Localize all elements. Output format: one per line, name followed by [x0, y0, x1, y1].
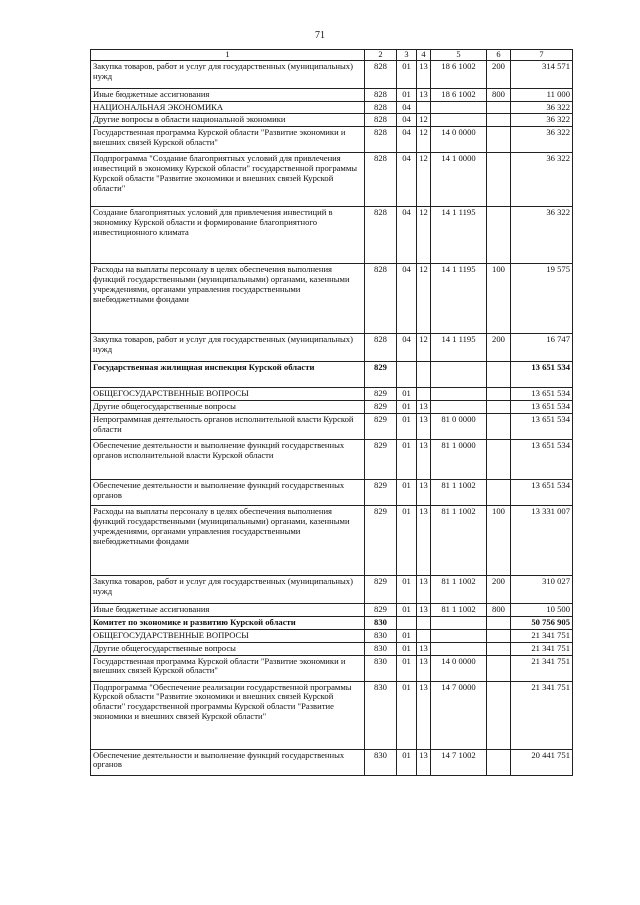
cell-name: ОБЩЕГОСУДАРСТВЕННЫЕ ВОПРОСЫ — [91, 388, 365, 401]
cell-col-7: 13 651 534 — [511, 414, 573, 440]
cell-col-5: 18 6 1002 — [431, 88, 487, 101]
table-row — [91, 60, 573, 88]
budget-table — [90, 49, 573, 776]
table-row — [91, 114, 573, 127]
cell-col-4: 13 — [417, 414, 431, 440]
cell-name: Иные бюджетные ассигнования — [91, 88, 365, 101]
header-row — [91, 50, 573, 61]
table-row — [91, 749, 573, 775]
cell-col-3: 04 — [397, 207, 417, 264]
cell-col-7: 13 651 534 — [511, 440, 573, 480]
cell-col-7: 50 756 905 — [511, 616, 573, 629]
cell-col-4: 12 — [417, 264, 431, 334]
header-col-3: 3 — [397, 50, 417, 61]
table-row — [91, 629, 573, 642]
cell-name: Государственная программа Курской области "Развитие экономики и внешних связей Курской области" — [91, 127, 365, 153]
cell-col-5: 81 1 1002 — [431, 604, 487, 617]
cell-col-5 — [431, 114, 487, 127]
cell-col-7: 36 322 — [511, 127, 573, 153]
cell-col-4: 13 — [417, 60, 431, 88]
cell-name: Создание благоприятных условий для привлечения инвестиций в экономику Курской области и формирование благоприятного инвестиционного климата — [91, 207, 365, 264]
cell-col-7: 13 651 534 — [511, 401, 573, 414]
cell-col-3: 01 — [397, 401, 417, 414]
cell-col-7: 19 575 — [511, 264, 573, 334]
cell-col-4 — [417, 362, 431, 388]
cell-name: Закупка товаров, работ и услуг для государственных (муниципальных) нужд — [91, 334, 365, 362]
table-row — [91, 440, 573, 480]
cell-col-2: 828 — [365, 101, 397, 114]
cell-col-5: 14 1 0000 — [431, 153, 487, 207]
header-col-4: 4 — [417, 50, 431, 61]
table-row — [91, 576, 573, 604]
cell-col-3: 01 — [397, 506, 417, 576]
cell-name: Обеспечение деятельности и выполнение функций государственных органов — [91, 480, 365, 506]
cell-col-5: 18 6 1002 — [431, 60, 487, 88]
cell-name: Государственная программа Курской области "Развитие экономики и внешних связей Курской области" — [91, 655, 365, 681]
cell-col-3: 04 — [397, 153, 417, 207]
cell-col-2: 829 — [365, 401, 397, 414]
table-row — [91, 414, 573, 440]
cell-col-2: 828 — [365, 127, 397, 153]
cell-col-4: 13 — [417, 88, 431, 101]
header-col-7: 7 — [511, 50, 573, 61]
table-row — [91, 101, 573, 114]
cell-col-5: 14 7 0000 — [431, 681, 487, 749]
cell-name: Подпрограмма "Создание благоприятных условий для привлечения инвестиций в экономику Курской области" государственной программы Курской области "Развитие экономики и внешних связей Курской области" — [91, 153, 365, 207]
cell-col-5 — [431, 101, 487, 114]
cell-name: Закупка товаров, работ и услуг для государственных (муниципальных) нужд — [91, 60, 365, 88]
cell-name: Подпрограмма "Обеспечение реализации государственной программы Курской области "Развитие экономики и внешних связей Курской области" государственной программы Курской области "Развитие экономики и внешних связей Курской области" — [91, 681, 365, 749]
cell-col-5: 14 1 1195 — [431, 334, 487, 362]
table-row — [91, 681, 573, 749]
cell-col-6: 200 — [487, 334, 511, 362]
cell-col-3: 01 — [397, 388, 417, 401]
cell-col-4: 12 — [417, 153, 431, 207]
cell-col-7: 13 651 534 — [511, 362, 573, 388]
cell-col-4: 12 — [417, 127, 431, 153]
cell-col-5: 14 1 1195 — [431, 264, 487, 334]
cell-col-2: 828 — [365, 60, 397, 88]
cell-col-5: 14 0 0000 — [431, 655, 487, 681]
cell-col-5: 81 1 1002 — [431, 480, 487, 506]
cell-col-4: 13 — [417, 480, 431, 506]
cell-name: Другие общегосударственные вопросы — [91, 401, 365, 414]
table-body — [91, 60, 573, 775]
table-row — [91, 388, 573, 401]
cell-col-7: 310 027 — [511, 576, 573, 604]
cell-col-6 — [487, 153, 511, 207]
cell-col-2: 829 — [365, 362, 397, 388]
cell-col-2: 830 — [365, 629, 397, 642]
cell-col-5 — [431, 629, 487, 642]
cell-col-6: 200 — [487, 60, 511, 88]
cell-col-6 — [487, 655, 511, 681]
cell-col-6 — [487, 629, 511, 642]
cell-col-2: 829 — [365, 506, 397, 576]
cell-col-3: 04 — [397, 114, 417, 127]
cell-col-3: 01 — [397, 88, 417, 101]
cell-col-4: 12 — [417, 114, 431, 127]
cell-col-3: 01 — [397, 414, 417, 440]
cell-col-2: 828 — [365, 207, 397, 264]
header-col-6: 6 — [487, 50, 511, 61]
cell-col-4 — [417, 629, 431, 642]
cell-col-5 — [431, 401, 487, 414]
cell-name: Непрограммная деятельность органов исполнительной власти Курской области — [91, 414, 365, 440]
cell-col-2: 830 — [365, 655, 397, 681]
table-row — [91, 480, 573, 506]
cell-col-6 — [487, 616, 511, 629]
cell-col-6 — [487, 388, 511, 401]
cell-col-2: 829 — [365, 414, 397, 440]
cell-col-4: 13 — [417, 506, 431, 576]
cell-col-3: 01 — [397, 604, 417, 617]
cell-col-2: 830 — [365, 616, 397, 629]
cell-name: Закупка товаров, работ и услуг для государственных (муниципальных) нужд — [91, 576, 365, 604]
cell-col-5: 14 1 1195 — [431, 207, 487, 264]
cell-col-2: 828 — [365, 153, 397, 207]
table-row — [91, 88, 573, 101]
cell-col-3: 01 — [397, 749, 417, 775]
cell-col-4 — [417, 101, 431, 114]
page-number: 71 — [315, 30, 325, 41]
cell-col-4: 13 — [417, 604, 431, 617]
cell-name: Другие вопросы в области национальной экономики — [91, 114, 365, 127]
cell-col-3: 01 — [397, 576, 417, 604]
cell-col-6: 800 — [487, 604, 511, 617]
cell-col-7: 16 747 — [511, 334, 573, 362]
cell-col-2: 829 — [365, 388, 397, 401]
cell-name: Иные бюджетные ассигнования — [91, 604, 365, 617]
cell-col-5: 81 1 1002 — [431, 506, 487, 576]
cell-col-3: 01 — [397, 60, 417, 88]
cell-col-5: 14 7 1002 — [431, 749, 487, 775]
cell-col-2: 828 — [365, 114, 397, 127]
cell-col-7: 20 441 751 — [511, 749, 573, 775]
cell-col-4: 13 — [417, 576, 431, 604]
cell-name: Расходы на выплаты персоналу в целях обеспечения выполнения функций государственными (муниципальными) органами, казенными учреждениями, органами управления государственными внебюджетными фондами — [91, 506, 365, 576]
cell-col-7: 13 331 007 — [511, 506, 573, 576]
cell-col-3: 01 — [397, 655, 417, 681]
cell-col-3: 01 — [397, 480, 417, 506]
header-col-5: 5 — [431, 50, 487, 61]
cell-col-5: 14 0 0000 — [431, 127, 487, 153]
cell-col-6 — [487, 114, 511, 127]
table-row — [91, 264, 573, 334]
cell-col-3: 01 — [397, 642, 417, 655]
cell-col-6: 200 — [487, 576, 511, 604]
cell-col-4 — [417, 388, 431, 401]
table-row — [91, 655, 573, 681]
cell-col-6: 100 — [487, 264, 511, 334]
table-row — [91, 616, 573, 629]
cell-col-7: 36 322 — [511, 101, 573, 114]
cell-col-2: 830 — [365, 642, 397, 655]
table-row — [91, 604, 573, 617]
table-row — [91, 153, 573, 207]
cell-col-2: 829 — [365, 480, 397, 506]
cell-col-4: 12 — [417, 207, 431, 264]
cell-col-3: 04 — [397, 127, 417, 153]
cell-col-6 — [487, 207, 511, 264]
cell-col-2: 830 — [365, 681, 397, 749]
cell-col-7: 36 322 — [511, 207, 573, 264]
cell-col-7: 36 322 — [511, 153, 573, 207]
table-row — [91, 127, 573, 153]
cell-col-4: 13 — [417, 401, 431, 414]
cell-col-7: 11 000 — [511, 88, 573, 101]
cell-col-3: 01 — [397, 681, 417, 749]
cell-col-2: 828 — [365, 88, 397, 101]
cell-col-3: 01 — [397, 629, 417, 642]
cell-col-5 — [431, 642, 487, 655]
table-row — [91, 362, 573, 388]
cell-col-3: 01 — [397, 440, 417, 480]
cell-col-7: 10 500 — [511, 604, 573, 617]
header-col-1: 1 — [91, 50, 365, 61]
cell-col-2: 828 — [365, 334, 397, 362]
cell-name: Обеспечение деятельности и выполнение функций государственных органов исполнительной власти Курской области — [91, 440, 365, 480]
cell-col-5: 81 1 1002 — [431, 576, 487, 604]
cell-name: Другие общегосударственные вопросы — [91, 642, 365, 655]
cell-col-3: 04 — [397, 264, 417, 334]
cell-col-6 — [487, 362, 511, 388]
table-row — [91, 207, 573, 264]
cell-col-3 — [397, 362, 417, 388]
cell-col-7: 21 341 751 — [511, 642, 573, 655]
cell-col-6 — [487, 681, 511, 749]
cell-col-4: 13 — [417, 440, 431, 480]
cell-col-7: 314 571 — [511, 60, 573, 88]
cell-col-7: 21 341 751 — [511, 655, 573, 681]
cell-col-5: 81 1 0000 — [431, 440, 487, 480]
cell-col-3 — [397, 616, 417, 629]
cell-col-4: 13 — [417, 681, 431, 749]
cell-col-5: 81 0 0000 — [431, 414, 487, 440]
cell-col-2: 829 — [365, 576, 397, 604]
cell-col-6: 100 — [487, 506, 511, 576]
cell-col-3: 04 — [397, 101, 417, 114]
cell-col-2: 829 — [365, 604, 397, 617]
cell-name: НАЦИОНАЛЬНАЯ ЭКОНОМИКА — [91, 101, 365, 114]
cell-col-7: 21 341 751 — [511, 629, 573, 642]
cell-col-6 — [487, 101, 511, 114]
cell-col-2: 829 — [365, 440, 397, 480]
cell-col-7: 13 651 534 — [511, 388, 573, 401]
cell-col-2: 830 — [365, 749, 397, 775]
cell-name: Государственная жилищная инспекция Курской области — [91, 362, 365, 388]
cell-col-2: 828 — [365, 264, 397, 334]
cell-name: ОБЩЕГОСУДАРСТВЕННЫЕ ВОПРОСЫ — [91, 629, 365, 642]
cell-col-6 — [487, 642, 511, 655]
table-row — [91, 401, 573, 414]
table-row — [91, 506, 573, 576]
cell-col-6: 800 — [487, 88, 511, 101]
cell-col-7: 21 341 751 — [511, 681, 573, 749]
cell-col-4: 13 — [417, 655, 431, 681]
cell-col-6 — [487, 127, 511, 153]
table-row — [91, 334, 573, 362]
cell-col-5 — [431, 362, 487, 388]
table-row — [91, 642, 573, 655]
cell-col-6 — [487, 480, 511, 506]
cell-col-7: 36 322 — [511, 114, 573, 127]
cell-col-4: 13 — [417, 642, 431, 655]
cell-col-4 — [417, 616, 431, 629]
cell-col-5 — [431, 616, 487, 629]
header-col-2: 2 — [365, 50, 397, 61]
cell-col-5 — [431, 388, 487, 401]
cell-name: Обеспечение деятельности и выполнение функций государственных органов — [91, 749, 365, 775]
cell-col-6 — [487, 749, 511, 775]
cell-col-4: 13 — [417, 749, 431, 775]
cell-col-4: 12 — [417, 334, 431, 362]
cell-col-6 — [487, 440, 511, 480]
cell-col-7: 13 651 534 — [511, 480, 573, 506]
cell-col-6 — [487, 414, 511, 440]
cell-col-3: 04 — [397, 334, 417, 362]
cell-name: Расходы на выплаты персоналу в целях обеспечения выполнения функций государственными (муниципальными) органами, казенными учреждениями, органами управления государственными внебюджетными фондами — [91, 264, 365, 334]
cell-name: Комитет по экономике и развитию Курской области — [91, 616, 365, 629]
cell-col-6 — [487, 401, 511, 414]
